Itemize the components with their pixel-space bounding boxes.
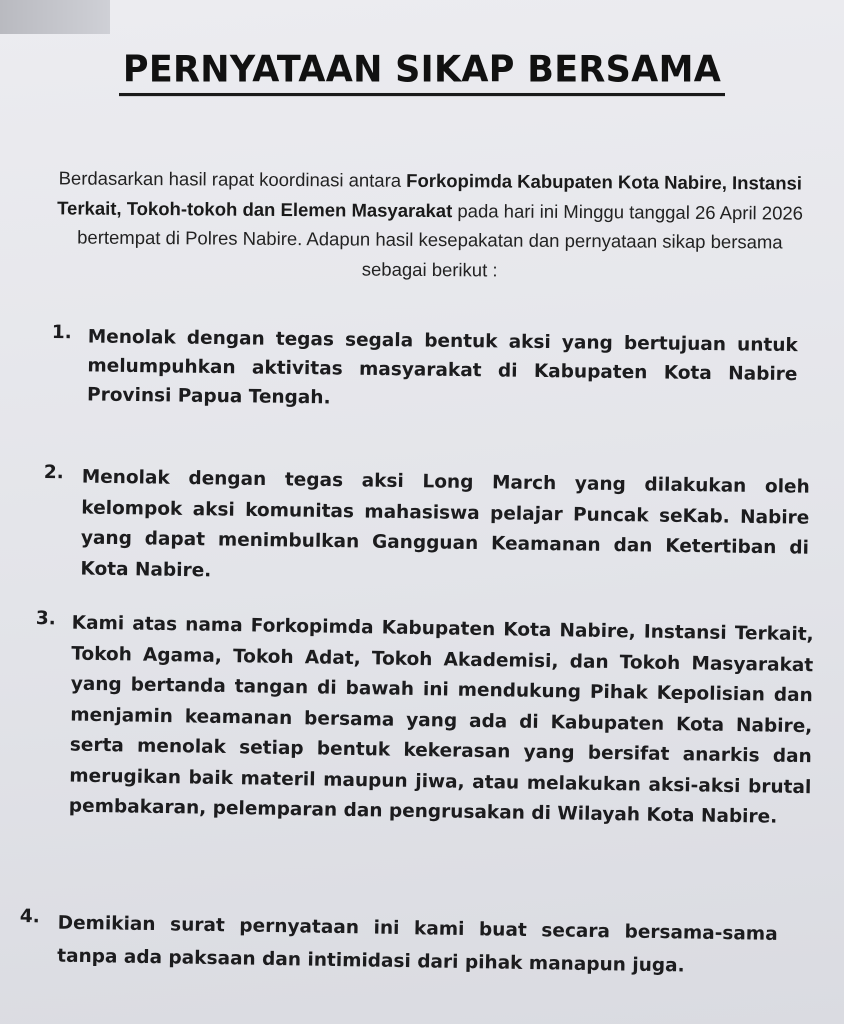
- statement-text: Menolak dengan tegas aksi Long March yang dilakukan oleh kelompok aksi komunitas mahasiswa pelajar Puncak seKab. Nabire yang dapat menimbulkan Gangguan Keamanan dan Ketertiban di Kota Nabire.: [80, 466, 810, 581]
- statement-number: 1.: [51, 322, 72, 344]
- statement-text: Menolak dengan tegas segala bentuk aksi yang bertujuan untuk melumpuhkan aktivitas masyarakat di Kabupaten Kota Nabire Provinsi Papua Tengah.: [86, 326, 798, 409]
- intro-text-part2: pada hari ini Minggu tanggal 26 April 2026 bertempat di Polres Nabire. Adapun hasil kesepakatan dan pernyataan sikap bersama sebagai berikut :: [77, 199, 804, 280]
- statement-text: Kami atas nama Forkopimda Kabupaten Kota Nabire, Instansi Terkait, Tokoh Agama, Tokoh Adat, Tokoh Akademisi, dan Tokoh Masyarakat yang bertanda tangan di bawah ini mendukung Pihak Kepolisian dan menjamin keamanan bersama yang ada di Kabupaten Kota Nabire, serta menolak setiap bentuk kekerasan yang bersifat anarkis dan merugikan baik materil maupun jiwa, atau melakukan aksi-aksi brutal pembakaran, pelemparan dan pengrusakan di Wilayah Kota Nabire.: [68, 612, 814, 828]
- intro-text-bold: Forkopimda Kabupaten Kota Nabire, Instansi Terkait, Tokoh-tokoh dan Elemen Masyarakat: [57, 169, 803, 221]
- document-title-text: PERNYATAAN SIKAP BERSAMA: [119, 49, 725, 96]
- intro-text-part1: Berdasarkan hasil rapat koordinasi antara: [58, 167, 407, 191]
- statement-number: 4.: [19, 906, 40, 928]
- statement-number: 3.: [35, 608, 56, 630]
- statement-number: 2.: [43, 462, 64, 484]
- document-title: [0, 50, 844, 95]
- photo-corner-shadow: [0, 0, 110, 34]
- statement-text: Demikian surat pernyataan ini kami buat secara bersama-sama tanpa ada paksaan dan intimidasi dari pihak manapun juga.: [57, 912, 778, 977]
- intro-paragraph: [50, 163, 811, 286]
